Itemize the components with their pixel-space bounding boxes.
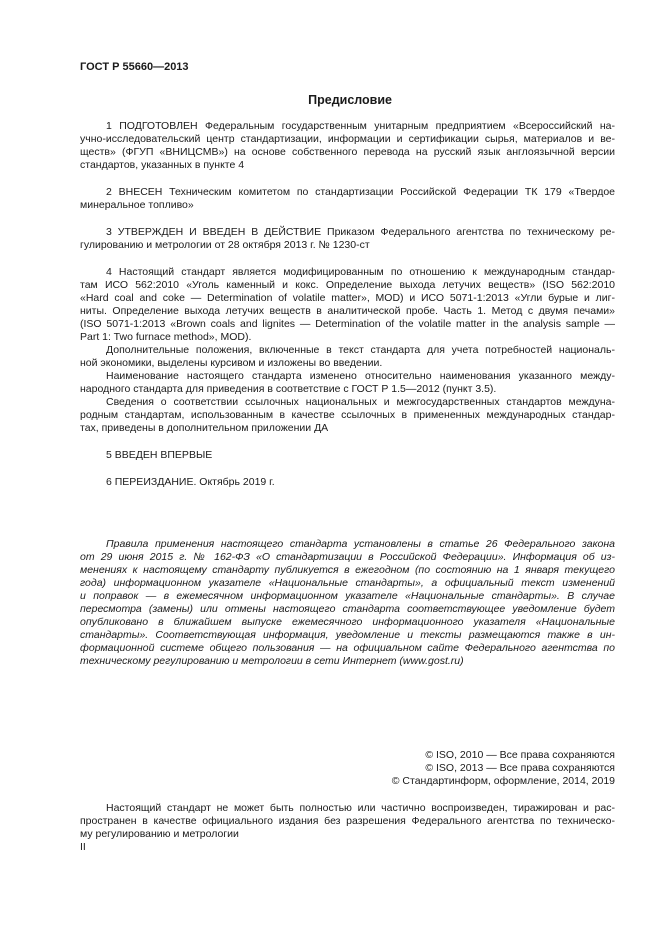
standard-id: ГОСТ Р 55660—2013 [80,61,189,73]
foreword-item-4-line: (ISO 5071-1:2013 «Brown coals and lignites — Determination of the volatile matter in the analysis sample — [80,318,615,330]
foreword-item-1-line: ществ» (ФГУП «ВНИЦСМВ») на основе собственного перевода на русский язык англоязычной версии [80,146,615,158]
rules-notice-line: Правила применения настоящего стандарта установлены в статье 26 Федерального закона [106,538,615,550]
foreword-item-1-line: 1 ПОДГОТОВЛЕН Федеральным государственным унитарным предприятием «Всероссийский на- [106,120,615,132]
copyright-line: © Стандартинформ, оформление, 2014, 2019 [391,775,615,787]
reproduction-notice-line: му регулированию и метрологии [80,828,239,840]
foreword-item-4-references-line: тах, приведены в дополнительном приложении ДА [80,422,329,434]
foreword-item-5: 5 ВВЕДЕН ВПЕРВЫЕ [106,449,213,461]
foreword-item-1-line: стандартов, указанных в пункте 4 [80,159,245,171]
foreword-item-4-line: там ИСО 562:2010 «Уголь каменный и кокс. Определение выхода летучих веществ» (ISO 562:2010 [80,279,615,291]
foreword-item-4-title-change-line: Наименование настоящего стандарта изменено относительно наименования указанного между- [106,370,615,382]
foreword-item-4-additional-line: Дополнительные положения, включенные в текст стандарта для учета потребностей националь- [106,344,615,356]
page-number: II [80,841,86,853]
foreword-item-4-references-line: Сведения о соответствии ссылочных национальных и межгосударственных стандартов междуна- [106,396,615,408]
foreword-item-4-title-change-line: народного стандарта для приведения в соответствие с ГОСТ Р 1.5—2012 (пункт 3.5). [80,383,497,395]
foreword-item-3-line: гулированию и метрологии от 28 октября 2013 г. № 1230-ст [80,239,370,251]
reproduction-notice-line: пространен в качестве официального издания без разрешения Федерального агентства по техническо- [80,815,615,827]
foreword-item-1-line: учно-исследовательский центр стандартизации, информации и сертификации сырья, материалов и ве- [80,133,615,145]
rules-notice-line: пересмотра (замены) или отмены настоящего стандарта соответствующее уведомление будет [80,603,615,615]
rules-notice-line: техническому регулированию и метрологии в сети Интернет (www.gost.ru) [80,655,464,667]
foreword-item-3-line: 3 УТВЕРЖДЕН И ВВЕДЕН В ДЕЙСТВИЕ Приказом Федерального агентства по техническому ре- [106,226,615,238]
foreword-item-4-references-line: родным стандартам, использованным в качестве ссылочных в примененных международных стандар- [80,409,615,421]
rules-notice-line: стандарты». Соответствующая информация, уведомление и тексты размещаются также в ин- [80,629,615,641]
foreword-item-4-line: ниты. Определение выхода летучих веществ в аналитической пробе. Часть 1. Метод с двумя печами» [80,305,615,317]
foreword-item-4-line: Part 1: Two furnace method», MOD). [80,331,252,343]
reproduction-notice-line: Настоящий стандарт не может быть полностью или частично воспроизведен, тиражирован и рас- [106,802,615,814]
copyright-line: © ISO, 2013 — Все права сохраняются [425,762,615,774]
foreword-item-4-line: 4 Настоящий стандарт является модифицированным по отношению к международным стандар- [106,266,615,278]
foreword-item-4-additional-line: ной экономики, выделены курсивом и изложены во введении. [80,357,383,369]
foreword-item-6: 6 ПЕРЕИЗДАНИЕ. Октябрь 2019 г. [106,476,275,488]
rules-notice-line: формационной системе общего пользования — на официальном сайте Федерального агентства по [80,642,615,654]
foreword-item-2-line: 2 ВНЕСЕН Техническим комитетом по стандартизации Российской Федерации ТК 179 «Твердое [106,186,615,198]
foreword-item-4-line: «Hard coal and coke — Determination of volatile matter», MOD) и ИСО 5071-1:2013 «Угли бурые и лиг- [80,292,615,304]
copyright-line: © ISO, 2010 — Все права сохраняются [425,749,615,761]
foreword-item-2-line: минеральное топливо» [80,199,194,211]
rules-notice-line: опубликовано в ближайшем выпуске ежемесячного информационного указателя «Национальные [80,616,615,628]
rules-notice-line: менениях к настоящему стандарту публикуется в ежегодном (по состоянию на 1 января текущего [80,564,615,576]
rules-notice-line: и поправок — в ежемесячном информационном указателе «Национальные стандарты». В случае [80,590,615,602]
rules-notice-line: года) информационном указателе «Национальные стандарты», а официальный текст изменений [80,577,615,589]
page-title-wrap [0,91,661,109]
rules-notice-line: от 29 июня 2015 г. № 162-ФЗ «О стандартизации в Российской Федерации». Информация об из- [80,551,615,563]
page-title: Предисловие [308,93,392,107]
